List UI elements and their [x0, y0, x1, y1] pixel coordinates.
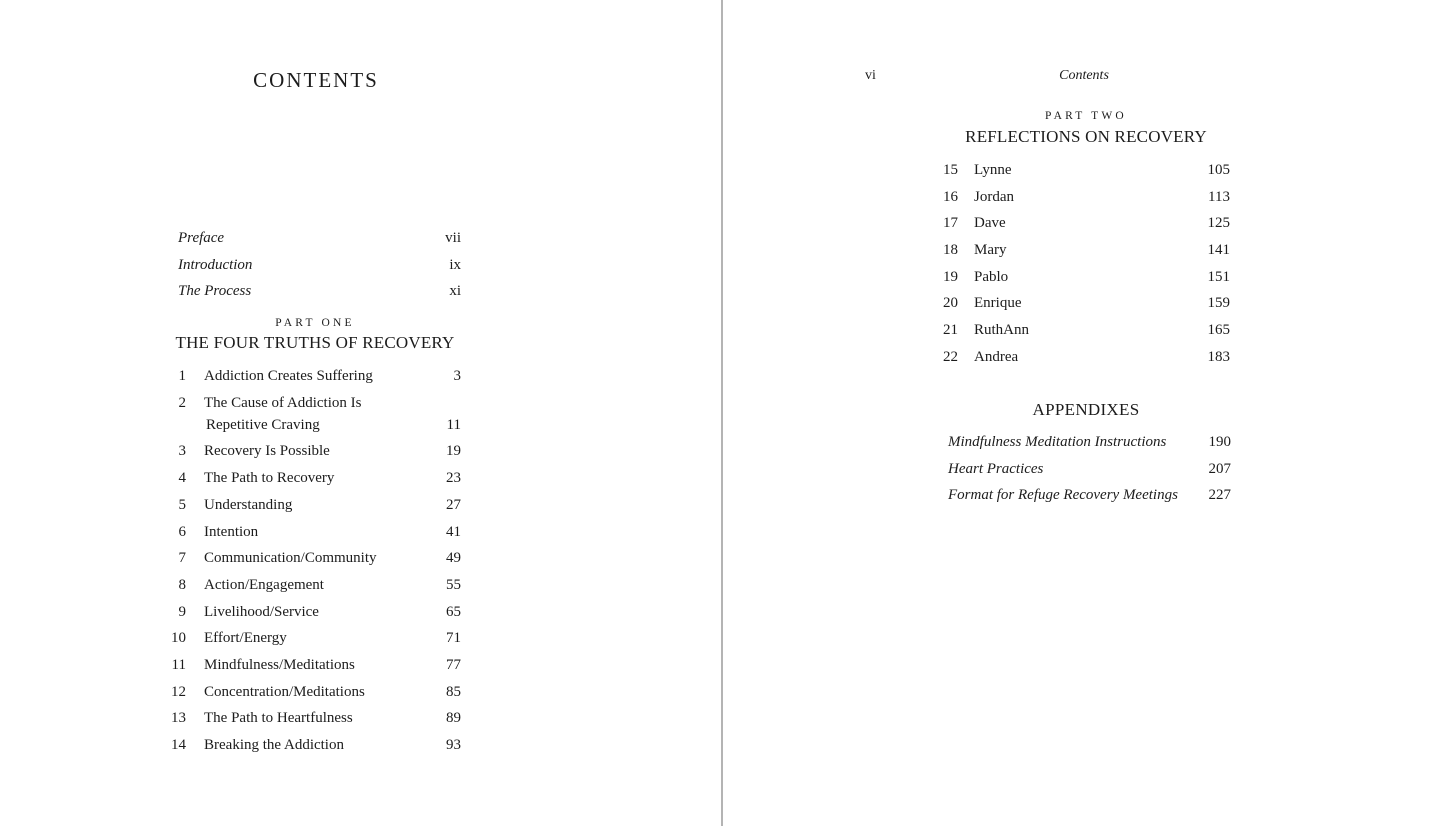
toc-chapter-row[interactable] [168, 625, 461, 652]
chapter-title: Dave [974, 215, 1006, 232]
appendix-page: 227 [1208, 487, 1231, 504]
chapter-title: Andrea [974, 348, 1019, 365]
chapter-page: 85 [446, 683, 461, 700]
entry-title: The Process [178, 283, 252, 300]
part-one-label: PART ONE [275, 317, 355, 329]
chapter-title: Intention [204, 523, 259, 540]
toc-chapter-row[interactable] [940, 184, 1230, 211]
appendix-page: 207 [1208, 460, 1231, 477]
chapter-number: 3 [178, 443, 186, 460]
chapter-page: 65 [446, 603, 461, 620]
chapter-title: Effort/Energy [204, 630, 287, 647]
chapter-page: 183 [1207, 348, 1230, 365]
part-one-chapter-list [168, 363, 461, 759]
chapter-number: 5 [178, 496, 186, 513]
chapter-page: 23 [446, 470, 461, 487]
chapter-title-line2: Repetitive Craving [206, 416, 320, 433]
toc-chapter-row[interactable] [168, 363, 461, 390]
toc-chapter-row[interactable] [940, 210, 1230, 237]
chapter-page: 55 [446, 576, 461, 593]
chapter-number: 18 [943, 242, 958, 259]
chapter-page: 3 [453, 368, 461, 384]
chapter-page: 165 [1207, 322, 1230, 339]
chapter-title: Recovery Is Possible [204, 443, 330, 460]
chapter-title: Mary [974, 242, 1007, 259]
right-page [724, 0, 1445, 826]
toc-chapter-row[interactable] [940, 237, 1230, 264]
part-two-label: PART TWO [1045, 110, 1127, 122]
toc-chapter-row[interactable] [168, 438, 461, 465]
chapter-page: 141 [1207, 242, 1230, 259]
chapter-title-line1: The Cause of Addiction Is [204, 394, 362, 411]
chapter-number: 1 [178, 368, 186, 384]
page-gutter-divider [721, 0, 723, 826]
part-one-title: THE FOUR TRUTHS OF RECOVERY [175, 333, 455, 352]
chapter-page: 159 [1207, 295, 1230, 312]
chapter-title: Jordan [974, 188, 1014, 205]
part-two-title: REFLECTIONS ON RECOVERY [965, 127, 1207, 146]
toc-chapter-row[interactable] [940, 264, 1230, 291]
chapter-number: 17 [943, 215, 958, 232]
chapter-title: RuthAnn [974, 322, 1030, 339]
appendix-title: Heart Practices [948, 460, 1044, 477]
chapter-number: 19 [943, 268, 958, 285]
toc-entry-introduction[interactable] [178, 252, 461, 279]
chapter-page: 19 [446, 443, 461, 460]
running-head: Contents [1059, 68, 1109, 83]
chapter-title: Breaking the Addiction [204, 737, 344, 754]
chapter-number: 10 [171, 630, 186, 647]
toc-chapter-row[interactable] [168, 545, 461, 572]
chapter-title: Communication/Community [204, 550, 377, 567]
chapter-number: 20 [943, 295, 958, 312]
chapter-page: 113 [1208, 188, 1230, 205]
chapter-number: 14 [171, 737, 186, 754]
entry-page: ix [449, 256, 461, 273]
part-two-chapter-list [940, 157, 1230, 371]
page-folio: vi [865, 68, 876, 83]
chapter-page: 89 [446, 710, 461, 727]
toc-chapter-row[interactable] [168, 492, 461, 519]
toc-chapter-row[interactable] [168, 465, 461, 492]
toc-appendix-row[interactable] [948, 429, 1231, 456]
chapter-number: 22 [943, 348, 958, 365]
chapter-title: Mindfulness/Meditations [204, 656, 355, 673]
toc-chapter-row[interactable] [940, 157, 1230, 184]
front-matter-list [178, 225, 461, 305]
chapter-number: 21 [943, 322, 958, 339]
toc-chapter-row[interactable] [168, 519, 461, 546]
chapter-title: Lynne [974, 162, 1012, 178]
chapter-page: 49 [446, 550, 461, 567]
appendix-title: Mindfulness Meditation Instructions [948, 434, 1167, 450]
chapter-title: Livelihood/Service [204, 603, 319, 620]
toc-chapter-row[interactable] [168, 572, 461, 599]
chapter-title: Action/Engagement [204, 576, 324, 593]
chapter-number: 15 [943, 162, 958, 178]
chapter-number: 11 [171, 656, 186, 673]
chapter-number: 2 [178, 394, 186, 411]
appendixes-heading: APPENDIXES [1032, 400, 1140, 419]
appendix-title: Format for Refuge Recovery Meetings [948, 487, 1178, 504]
toc-chapter-row[interactable] [168, 679, 461, 706]
entry-title: Introduction [178, 256, 253, 273]
toc-appendix-row[interactable] [948, 456, 1231, 483]
chapter-title [204, 392, 431, 436]
chapter-page: 151 [1207, 268, 1230, 285]
toc-chapter-row[interactable] [940, 317, 1230, 344]
toc-chapter-row[interactable] [168, 732, 461, 759]
chapter-page: 125 [1207, 215, 1230, 232]
appendix-page: 190 [1208, 434, 1231, 450]
chapter-title: Addiction Creates Suffering [204, 368, 373, 384]
chapter-page: 77 [446, 656, 461, 673]
chapter-title: The Path to Recovery [204, 470, 335, 487]
chapter-number: 6 [178, 523, 186, 540]
toc-chapter-row[interactable] [940, 290, 1230, 317]
toc-chapter-row[interactable] [940, 344, 1230, 371]
chapter-page: 11 [446, 416, 461, 433]
chapter-title: Pablo [974, 268, 1009, 285]
chapter-number: 12 [171, 683, 186, 700]
chapter-number: 16 [943, 188, 958, 205]
toc-chapter-row[interactable] [168, 599, 461, 626]
chapter-page: 27 [446, 496, 461, 513]
chapter-title: Concentration/Meditations [204, 683, 365, 700]
chapter-page: 41 [446, 523, 461, 540]
contents-heading: CONTENTS [253, 68, 379, 92]
chapter-number: 8 [178, 576, 186, 593]
chapter-title: The Path to Heartfulness [204, 710, 353, 727]
chapter-title: Enrique [974, 295, 1022, 312]
toc-entry-preface[interactable] [178, 225, 461, 252]
left-page [0, 0, 722, 826]
chapter-page: 105 [1207, 162, 1230, 178]
entry-page: xi [449, 283, 461, 300]
toc-entry-the-process[interactable] [178, 278, 461, 305]
toc-chapter-row[interactable] [168, 390, 461, 439]
toc-appendix-row[interactable] [948, 482, 1231, 509]
chapter-page: 93 [446, 737, 461, 754]
entry-title: Preface [178, 230, 225, 246]
chapter-number: 4 [178, 470, 186, 487]
chapter-title: Understanding [204, 496, 293, 513]
chapter-number: 9 [178, 603, 186, 620]
chapter-number: 13 [171, 710, 186, 727]
appendixes-list [948, 429, 1231, 509]
toc-chapter-row[interactable] [168, 652, 461, 679]
toc-chapter-row[interactable] [168, 705, 461, 732]
entry-page: vii [445, 230, 461, 246]
chapter-number: 7 [178, 550, 186, 567]
chapter-page: 71 [446, 630, 461, 647]
